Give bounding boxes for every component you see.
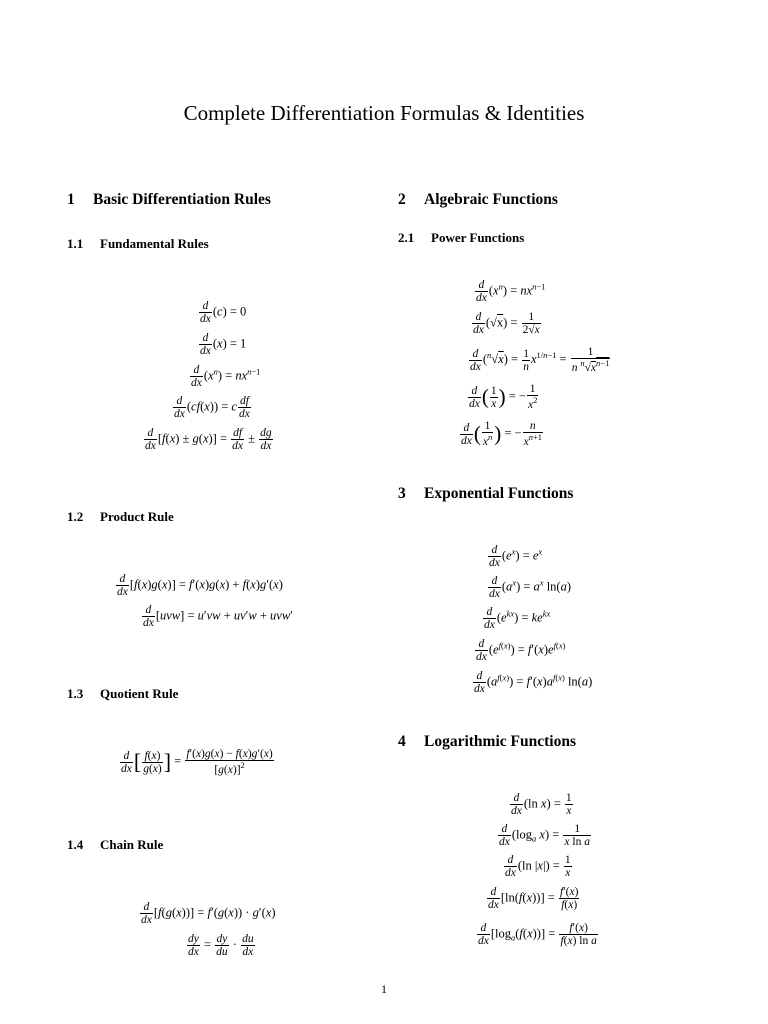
formula: $\frac{d}{dx}$ ($\log_a$ x) = $\frac{1}{\text{x ln a}}$ — [499, 823, 590, 849]
subsection-heading-1-1 — [67, 236, 209, 252]
subsection-heading-2-1 — [398, 230, 524, 246]
formula: $\frac{d}{dx}$ (cf(x)) = c $\frac{df}{dx}$ — [174, 395, 250, 421]
subsection-title: Fundamental Rules — [100, 236, 209, 251]
subsection-number: 1.4 — [67, 837, 84, 852]
page-number: 1 — [381, 982, 387, 996]
formula: $\frac{d}{dx}$ $(a^{f(x)}) = f'(x)a^{f(x)}$ ln(a) — [474, 670, 593, 696]
subsection-title: Chain Rule — [100, 837, 164, 852]
subsection-number: 1.2 — [67, 509, 84, 524]
subsection-heading-1-4 — [67, 837, 163, 853]
section-number: 2 — [398, 191, 406, 208]
formula: $\frac{d}{dx}$ ($^n$√x) = $\frac{1}{n}$ $x^{1/n-1}$ = $\frac{1}{n ^n√x^{n-1}}$ — [470, 346, 610, 375]
section-title: Logarithmic Functions — [424, 733, 576, 750]
formula: $\frac{d}{dx}$ [ln(f(x))] = $\frac{f'(x)}{f(x)}$ — [488, 886, 579, 912]
subsection-title: Quotient Rule — [100, 686, 179, 701]
formula: $\frac{d}{dx}$ (ln x) = $\frac{1}{x}$ — [511, 792, 572, 818]
formula: $\frac{d}{dx}$ [f(g(x))] = f′(g(x)) · g′(x) — [141, 901, 276, 927]
subsection-heading-1-2 — [67, 509, 174, 525]
section-heading-1 — [67, 191, 271, 209]
formula: $\frac{d}{dx}$ [uvw] = u′vw + uv′w + uvw′ — [143, 604, 293, 630]
formula: $\frac{d}{dx}$ $[\log_a(f(x))]$ = $\frac{f'(x)}{\text{f(x) ln a}}$ — [478, 922, 597, 948]
subsection-number: 1.1 — [67, 236, 84, 251]
formula: $\frac{d}{dx}$ ( $\frac{1}{x^n}$ ) = − $\frac{n}{x^{n+1}}$ — [461, 420, 542, 449]
formula: $\frac{d}{dx}$ $(e^x) = e^x$ — [489, 544, 543, 570]
section-number: 3 — [398, 485, 406, 502]
formula: $\frac{d}{dx}$ $(a^x) = a^x$ ln(a) — [489, 575, 571, 601]
formula: $\frac{dy}{dx}$ = $\frac{dy}{du}$ · $\frac{du}{dx}$ — [188, 933, 254, 959]
subsection-title: Power Functions — [431, 230, 525, 245]
formula: $\frac{d}{dx}$ (c) = 0 — [200, 300, 247, 326]
section-title: Algebraic Functions — [424, 191, 558, 208]
section-title: Basic Differentiation Rules — [93, 191, 271, 208]
subsection-number: 2.1 — [398, 230, 415, 245]
formula: $\frac{d}{dx}$ ( $\frac{1}{x}$ ) = − $\frac{1}{x^2}$ — [469, 383, 538, 412]
section-heading-3 — [398, 485, 573, 503]
formula: $\frac{d}{dx}$ $(e^{kx}) = ke^{kx}$ — [484, 606, 551, 632]
formula: $\frac{d}{dx}$ [ $\frac{f(x)}{g(x)}$ ] = $\frac{f'(x)g(x) - f(x)g'(x)}{[g(x)]^2}$ — [121, 748, 273, 777]
formula: $\frac{d}{dx}$ $(e^{f(x)}) = f'(x)e^{f(x)}$ — [476, 638, 566, 664]
formula: $\frac{d}{dx}$ [f(x)g(x)] = f′(x)g(x) + f(x)g′(x) — [117, 573, 283, 599]
formula: $\frac{d}{dx}$ (x) = 1 — [200, 332, 247, 358]
section-number: 4 — [398, 733, 406, 750]
formula: $\frac{d}{dx}$ (√x) = $\frac{1}{2√x}$ — [473, 311, 540, 337]
subsection-heading-1-3 — [67, 686, 178, 702]
formula: $\frac{d}{dx}$ $(x^n) = nx^{n-1}$ — [476, 279, 546, 305]
formula: $\frac{d}{dx}$ $(x^n) = nx^{n-1}$ — [191, 364, 261, 390]
formula: $\frac{d}{dx}$ [f(x) ± g(x)] = $\frac{df}{dx}$ ± $\frac{dg}{dx}$ — [145, 427, 272, 453]
section-title: Exponential Functions — [424, 485, 574, 502]
subsection-title: Product Rule — [100, 509, 174, 524]
document-title: Complete Differentiation Formulas & Identities — [183, 101, 585, 125]
subsection-number: 1.3 — [67, 686, 84, 701]
section-number: 1 — [67, 191, 75, 208]
section-heading-4 — [398, 733, 576, 751]
formula: $\frac{d}{dx}$ (ln |x|) = $\frac{1}{x}$ — [505, 854, 571, 880]
section-heading-2 — [398, 191, 558, 209]
